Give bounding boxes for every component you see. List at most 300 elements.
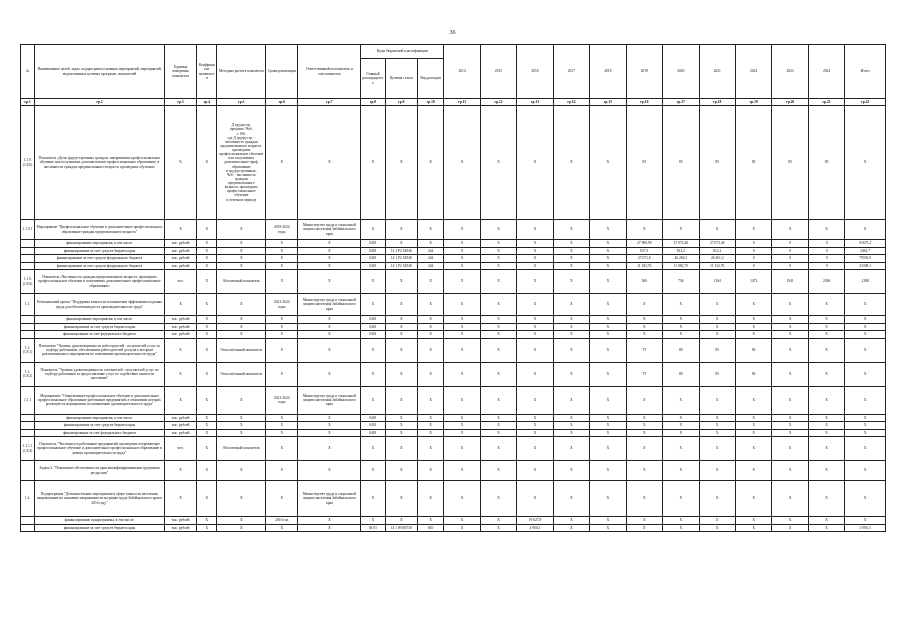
table-cell: Х [845,437,886,461]
header-budget-codes: Коды бюджетной классификации [361,45,444,59]
table-row [21,255,886,263]
header-name: Наименование целей, задач, подпрограмм основных мероприятий, мероприятий, ведомственных целевых программ, показателей [35,45,165,99]
table-cell [21,429,35,437]
table-cell: Х [444,429,480,437]
table-cell: 0 [808,262,844,270]
table-cell: Х [553,247,589,255]
table-row [21,270,886,294]
row-name-cell: Мероприятие "Опережающее профессиональное обучение и дополнительное профессиональное образование работников предприятий, в отношении которых реализуются мероприятия по повышению производительности труда" [35,386,165,414]
table-cell: Х [772,338,808,362]
table-cell: 90 [735,362,771,386]
table-cell: Х [699,461,735,481]
table-cell: 26 261,2 [699,255,735,263]
table-cell: Х [197,517,217,525]
table-cell: Х [626,437,662,461]
table-cell: Х [590,220,626,240]
table-cell: Х [197,461,217,481]
table-cell: 0401 [361,262,385,270]
table-cell: 2021-2024 годы [266,386,298,414]
table-cell [21,422,35,430]
table-cell: Х [663,220,699,240]
table-cell: 1941 [772,270,808,294]
column-number-row [21,99,886,106]
table-cell: Х [197,481,217,517]
header-year: 2018 [590,45,626,99]
header-year: 2017 [553,45,589,99]
table-cell: 1.1.1 [21,386,35,414]
table-cell: 810 [417,524,443,532]
table-cell: Абсолютный показатель [217,437,266,461]
table-cell: тыс. рублей [164,524,196,532]
table-cell: Х [590,247,626,255]
table-cell: Х [480,294,516,316]
table-body [21,99,886,532]
column-number: гр.20 [772,99,808,106]
table-cell: Х [444,294,480,316]
table-cell: Х [553,255,589,263]
table-cell: Х [480,437,516,461]
row-name-cell: Показатель "Уровень удовлетворенности работодателей - получателей услуг по подбору работников, обеспечением работодателей доступа к которым реализовывались мероприятия по повышению производительности труда" [35,338,165,362]
table-cell: Х [735,437,771,461]
table-cell: Х [808,338,844,362]
table-cell: Х [590,106,626,220]
table-cell: Х [663,429,699,437]
table-cell: Х [517,429,553,437]
table-cell: Х [417,220,443,240]
table-cell: 0401 [361,429,385,437]
table-cell: Х [480,316,516,324]
row-name-cell: финансирование за счет средств бюджета края [35,524,165,532]
table-cell: Х [808,362,844,386]
table-row [21,220,886,240]
table-cell: Х [626,220,662,240]
table-cell: Х [266,414,298,422]
table-cell: Х [808,437,844,461]
table-cell: тыс. рублей [164,240,196,248]
table-cell: Х [298,461,361,481]
table-cell: Х [517,106,553,220]
row-name-cell: Подпрограмма "Дополнительные мероприятия в сфере занятости населения, направленные на снижение напряженности на рынке труда Забайкальского края в 2016 году" [35,481,165,517]
table-cell: Х [590,323,626,331]
table-cell: Х [517,323,553,331]
table-cell: Х [266,338,298,362]
column-number: гр.2 [35,99,165,106]
table-cell: Х [197,323,217,331]
table-cell: Х [808,331,844,339]
table-cell: Х [553,429,589,437]
table-cell: 2021-2024 годы [266,294,298,316]
table-cell: Х [735,429,771,437]
table-cell: Х [845,106,886,220]
table-cell: Х [298,270,361,294]
table-cell: Х [444,517,480,525]
table-cell: Д трудоустр. предпенс./Чоб. х 100, где Д трудоустр. - численность граждан предпенсионного возраста, прошедших профессиональное обучение или получивших дополнительное проф. образование и трудоустроенных; Чоб. - численность граждан предпенсионного возраста, прошедших профессиональное обучение в отчетном периоде [217,106,266,220]
table-cell: 11 082,70 [663,262,699,270]
table-cell: Х [699,429,735,437]
table-cell: Х [808,422,844,430]
table-cell: Х [217,262,266,270]
table-cell: Х [480,517,516,525]
table-cell: Х [808,323,844,331]
column-number: гр.9 [385,99,417,106]
row-name-cell: финансирование за счет федерального бюджета [35,429,165,437]
table-cell: 27 072,40 [663,240,699,248]
table-cell: Х [626,517,662,525]
table-cell: Х [626,461,662,481]
table-cell: 2306 [808,270,844,294]
table-cell: 0 [808,240,844,248]
table-cell: Х [553,240,589,248]
table-cell: Х [266,422,298,430]
table-cell: 0 [735,240,771,248]
table-cell: Х [480,220,516,240]
table-cell: Х [480,422,516,430]
table-cell: Х [361,461,385,481]
table-cell: 244 [417,262,443,270]
table-cell: Х [444,255,480,263]
header-year: 2016 [517,45,553,99]
table-cell: Х [361,106,385,220]
table-cell: Х [699,386,735,414]
table-cell: Х [480,461,516,481]
row-name-cell: Региональный проект "Поддержка занятости и повышение эффективности рынка труда для обеспечения роста производительности труда" [35,294,165,316]
table-cell: Х [444,481,480,517]
table-cell: Х [417,481,443,517]
column-number: гр.11 [444,99,480,106]
table-cell: Х [197,331,217,339]
table-cell: 2019-2024 годы [266,220,298,240]
table-cell: Х [164,220,196,240]
table-cell: Х [217,323,266,331]
table-cell: Х [197,414,217,422]
table-cell: Х [772,316,808,324]
table-cell: Х [845,517,886,525]
table-cell: 79592,9 [845,255,886,263]
table-cell: тыс. рублей [164,262,196,270]
table-cell: Х [553,262,589,270]
column-number: гр.13 [517,99,553,106]
table-cell: Х [298,517,361,525]
table-row [21,437,886,461]
row-name-cell: Показатель "Численность работников предприятий, прошедших опережающее профессиональное обучение и дополнительное профессиональное образование в рамках производительности труда" [35,437,165,461]
table-cell: Х [772,481,808,517]
table-cell: Х [553,294,589,316]
table-cell: 244 [417,255,443,263]
row-name-cell: финансирование подпрограммы, в том числе: [35,517,165,525]
table-cell: Х [735,524,771,532]
table-cell: Х [197,220,217,240]
table-cell: Х [553,331,589,339]
column-number: гр.16 [626,99,662,106]
table-cell: Х [480,106,516,220]
table-row [21,517,886,525]
table-cell: Х [699,316,735,324]
table-row [21,338,886,362]
table-cell: Х [385,386,417,414]
table-row [21,106,886,220]
table-cell: Х [480,331,516,339]
table-cell: Х [772,524,808,532]
header-total: Итого [845,45,886,99]
table-cell: Х [217,316,266,324]
table-cell: 0401 [361,414,385,422]
table-cell: Х [663,331,699,339]
table-cell: 1.1. (1.8.1) [21,338,35,362]
column-number: гр.18 [699,99,735,106]
table-cell: Х [553,323,589,331]
table-cell: Х [385,362,417,386]
table-cell [21,323,35,331]
table-cell: Х [197,362,217,386]
table-cell: Х [845,316,886,324]
table-cell: % [164,362,196,386]
table-cell: 1.1.9. (1.8.6) [21,106,35,220]
table-cell: Х [444,106,480,220]
table-cell: Х [266,437,298,461]
header-main-manager: Главный распорядитель [361,59,385,99]
table-cell: Х [553,524,589,532]
table-cell: Х [663,524,699,532]
table-cell: Х [197,106,217,220]
table-cell: Х [197,386,217,414]
table-cell: 0401 [361,422,385,430]
table-cell: Х [590,255,626,263]
table-cell: Х [417,386,443,414]
table-cell: Х [298,524,361,532]
table-cell: Х [735,481,771,517]
table-cell: Х [361,517,385,525]
table-cell: 1.1.1.1 (1.8.4) [21,437,35,461]
table-cell: тыс. рублей [164,517,196,525]
table-cell: 90 [735,338,771,362]
table-cell: Х [845,331,886,339]
table-cell: 0 [735,255,771,263]
row-name-cell: финансирование мероприятия, в том числе: [35,414,165,422]
table-cell: 0 [808,247,844,255]
table-cell: Х [385,106,417,220]
table-cell: Х [808,294,844,316]
table-cell: 75 [626,338,662,362]
table-cell: Х [772,331,808,339]
table-cell: Х [517,262,553,270]
table-cell: Х [444,437,480,461]
table-cell: 4 900,3 [517,524,553,532]
table-cell: Х [197,316,217,324]
table-cell: 0401 [361,247,385,255]
header-target-article: Целевая статья [385,59,417,99]
table-cell: Х [298,255,361,263]
table-cell: 80 [663,338,699,362]
table-cell: Х [266,106,298,220]
header-coef: Коэффициент значимости [197,45,217,99]
table-row [21,414,886,422]
table-cell: Х [266,247,298,255]
row-name-cell: Мероприятие "Профессиональное обучение и дополнительное профессиональное образование граждан предпенсионного возраста" [35,220,165,240]
table-cell: Х [590,262,626,270]
table-row [21,422,886,430]
table-cell: Х [517,247,553,255]
table-cell: Х [772,422,808,430]
table-cell: Х [663,437,699,461]
table-cell: Х [590,270,626,294]
table-cell: 812,2 [663,247,699,255]
table-cell: Х [385,323,417,331]
column-number: гр.12 [480,99,516,106]
table-cell: Х [735,461,771,481]
header-year: 2015 [480,45,516,99]
table-cell: Х [298,331,361,339]
table-cell: Х [298,429,361,437]
table-cell [21,414,35,422]
header-year: 2021 [699,45,735,99]
table-cell: 33398,1 [845,262,886,270]
table-cell: 0 [735,262,771,270]
table-cell: 1.1. (1.8.2) [21,362,35,386]
table-cell: Х [164,386,196,414]
table-cell: Х [417,106,443,220]
table-cell: 85 [808,106,844,220]
table-cell: 837,3 [626,247,662,255]
table-cell: Х [361,362,385,386]
table-cell: Х [197,422,217,430]
table-cell: Х [517,220,553,240]
table-cell: Х [590,517,626,525]
table-cell: Х [845,422,886,430]
table-cell: Х [385,422,417,430]
table-cell: Х [298,414,361,422]
header-year: 2014 [444,45,480,99]
table-cell: Х [417,362,443,386]
table-cell: Х [663,517,699,525]
column-number: гр.21 [808,99,844,106]
table-cell: Х [480,414,516,422]
table-cell: Х [517,331,553,339]
table-cell: 85 [699,362,735,386]
table-cell: Х [808,414,844,422]
table-cell: Х [845,481,886,517]
table-cell: Х [735,422,771,430]
table-cell: Х [217,422,266,430]
table-cell: Абсолютный показатель [217,270,266,294]
table-cell: 1.1.9. (1.8.6) [21,270,35,294]
table-cell: Х [699,323,735,331]
table-cell: Х [590,331,626,339]
table-cell: Х [266,240,298,248]
table-cell: Х [480,262,516,270]
table-cell: Министерство труда и социальной защиты населения Забайкальского края [298,220,361,240]
table-cell: 1164 [699,270,735,294]
table-cell: Х [385,429,417,437]
table-cell: Х [217,414,266,422]
table-cell: Х [517,270,553,294]
table-cell [21,517,35,525]
table-cell: Х [266,316,298,324]
table-cell: Х [197,429,217,437]
table-cell: Х [197,270,217,294]
table-cell: Х [197,437,217,461]
table-row [21,331,886,339]
table-cell: тыс. рублей [164,414,196,422]
table-cell: Относительный показатель [217,362,266,386]
table-cell: Х [663,414,699,422]
table-cell: Х [590,461,626,481]
table-cell: тыс. рублей [164,331,196,339]
column-number: гр.22 [845,99,886,106]
table-cell: Х [385,220,417,240]
table-cell: Х [385,517,417,525]
table-cell: Х [845,338,886,362]
table-cell: Х [590,437,626,461]
table-cell: Х [808,524,844,532]
table-cell: Х [217,481,266,517]
table-cell: Х [417,422,443,430]
table-cell: Х [266,255,298,263]
table-row [21,429,886,437]
header-method: Методика расчета показателя [217,45,266,99]
table-cell: Х [385,437,417,461]
table-cell: Х [385,240,417,248]
table-cell: 14 1 P2 52940 [385,247,417,255]
table-cell: Х [444,461,480,481]
table-cell: Х [772,437,808,461]
table-cell: Х [590,481,626,517]
table-cell: Х [553,338,589,362]
table-cell: тыс. рублей [164,255,196,263]
table-cell: Относительный показатель [217,338,266,362]
table-cell [21,240,35,248]
table-cell: Х [517,255,553,263]
table-cell: Х [197,255,217,263]
table-cell: Х [553,220,589,240]
table-cell: Х [772,362,808,386]
column-number: гр.4 [197,99,217,106]
table-cell: Х [808,481,844,517]
table-cell: 2461,7 [845,247,886,255]
table-cell: Х [553,316,589,324]
table-cell: 1.2. [21,481,35,517]
table-cell: Х [298,240,361,248]
table-cell: Х [361,220,385,240]
table-cell: Х [417,437,443,461]
table-cell: Х [197,247,217,255]
table-cell: 1.1. [21,294,35,316]
table-cell [21,524,35,532]
table-cell: Х [417,294,443,316]
table-cell: Х [699,220,735,240]
table-cell: Х [417,323,443,331]
page-number: 36 [449,30,456,36]
table-cell: Х [417,429,443,437]
table-cell: Х [808,517,844,525]
table-cell: Х [772,323,808,331]
table-cell: 0 [735,247,771,255]
table-row [21,524,886,532]
table-cell: Х [626,386,662,414]
table-cell [21,461,35,481]
table-cell: Х [845,461,886,481]
table-cell: 14 1 09 R6730 [385,524,417,532]
table-cell: Х [480,255,516,263]
table-cell: тыс. рублей [164,247,196,255]
table-cell: Х [772,429,808,437]
table-cell: 0401 [361,255,385,263]
table-cell: Х [808,429,844,437]
table-cell: Х [197,338,217,362]
table-cell: 0401 [361,240,385,248]
table-cell: Х [197,240,217,248]
table-cell: Министерство труда и социальной защиты населения Забайкальского края [298,294,361,316]
table-row [21,247,886,255]
